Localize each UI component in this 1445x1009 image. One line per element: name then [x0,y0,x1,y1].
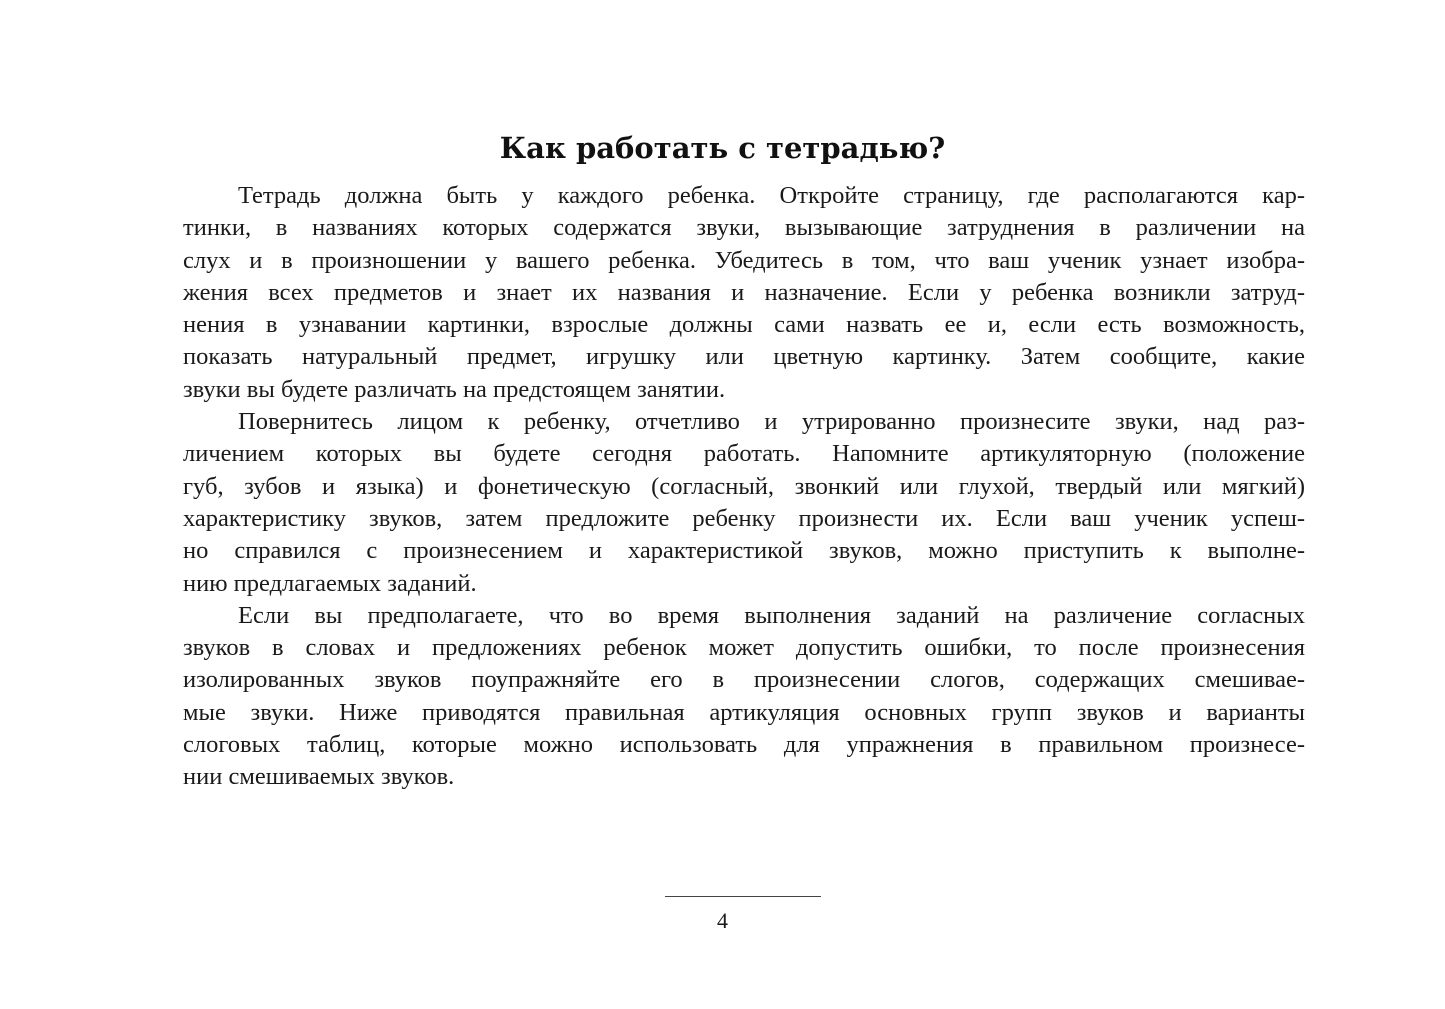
text-line: тинки, в названиях которых содержатся звуки, вызывающие затруднения в различении на [183,214,1305,242]
text-line: изолированных звуков поупражняйте его в произнесении слогов, содержащих смешивае- [183,666,1305,694]
text-line: нии смешиваемых звуков. [183,763,455,791]
body-text [183,180,1305,794]
text-line: жения всех предметов и знает их названия и назначение. Если у ребенка возникли затруд- [183,278,1305,306]
text-line: личением которых вы будете сегодня работать. Напомните артикуляторную (положение [183,440,1305,468]
text-line: звуков в словах и предложениях ребенок может допустить ошибки, то после произнесения [183,634,1305,662]
text-line: звуки вы будете различать на предстоящем занятии. [183,375,726,403]
text-line: Если вы предполагаете, что во время выполнения заданий на различение согласных [238,601,1305,629]
text-line: слух и в произношении у вашего ребенка. Убедитесь в том, что ваш ученик узнает изобра- [183,246,1305,274]
text-line: слоговых таблиц, которые можно использовать для упражнения в правильном произнесе- [183,731,1305,759]
text-line: нию предлагаемых заданий. [183,569,477,597]
text-line: губ, зубов и языка) и фонетическую (согласный, звонкий или глухой, твердый или мягкий) [183,472,1305,500]
paragraph-2 [183,406,1305,600]
text-line: мые звуки. Ниже приводятся правильная артикуляция основных групп звуков и варианты [183,698,1305,726]
text-line: Повернитесь лицом к ребенку, отчетливо и утрированно произнесите звуки, над раз- [238,408,1305,436]
paragraph-1 [183,180,1305,406]
page-title: Как работать с тетрадью? [499,131,946,165]
text-line: но справился с произнесением и характеристикой звуков, можно приступить к выполне- [183,537,1305,565]
text-line: показать натуральный предмет, игрушку или цветную картинку. Затем сообщите, какие [183,343,1305,371]
page-number: 4 [717,908,728,933]
text-line: нения в узнавании картинки, взрослые должны сами назвать ее и, если есть возможность, [183,311,1305,339]
text-line: Тетрадь должна быть у каждого ребенка. Откройте страницу, где располагаются кар- [238,182,1305,209]
paragraph-3 [183,600,1305,794]
text-line: характеристику звуков, затем предложите ребенку произнести их. Если ваш ученик успеш- [183,504,1305,532]
footer-divider [665,896,821,897]
